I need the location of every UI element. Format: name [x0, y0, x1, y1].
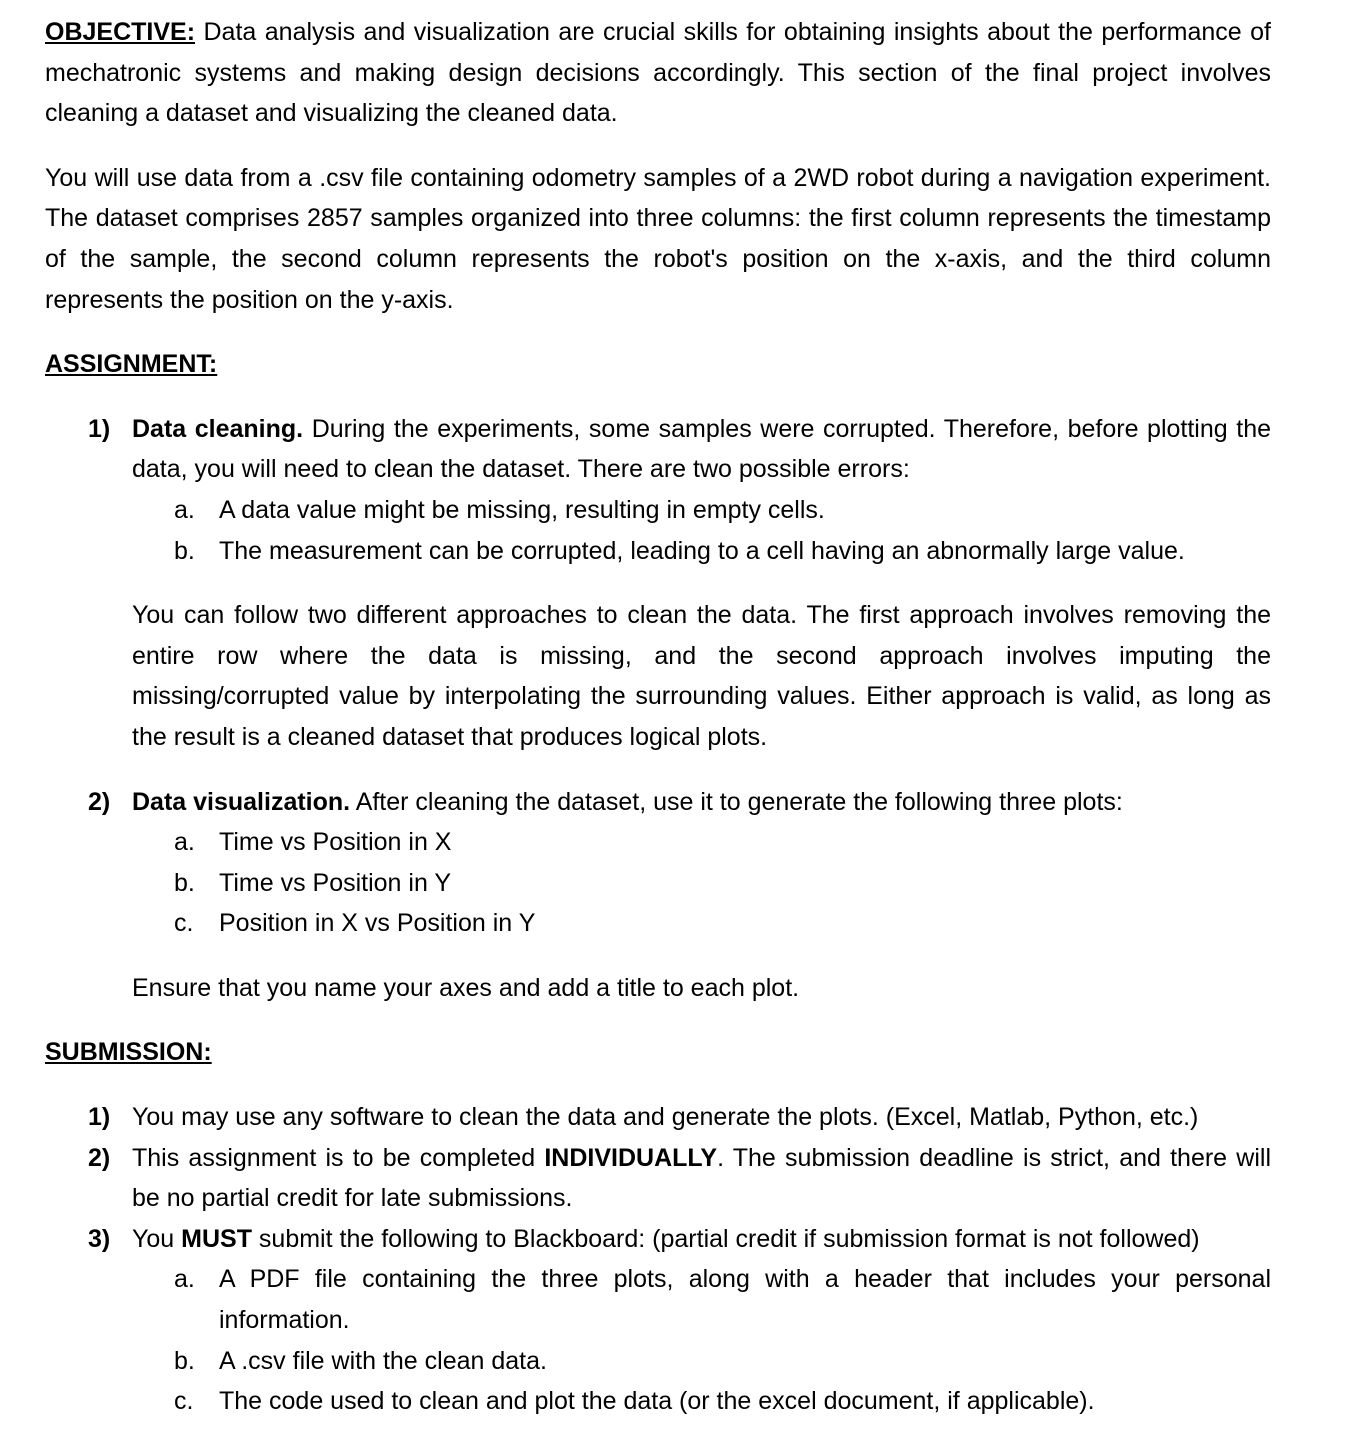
list-number: 2): [88, 787, 111, 816]
document-page: [45, 12, 1271, 1422]
assignment-list: [45, 409, 1271, 490]
submission-item-software: [45, 1097, 1271, 1138]
list-item: [45, 822, 1271, 863]
list-item-text: Position in X vs Position in Y: [219, 909, 536, 938]
list-item-text: This assignment is to be completed INDIVIDUALLY. The submission deadline is strict, and there will be no partial credit for late submissions.: [132, 1143, 1271, 1213]
list-item-text: A data value might be missing, resulting in empty cells.: [219, 495, 825, 524]
objective-text: Data analysis and visualization are crucial skills for obtaining insights about the performance of mechatronic systems and making design decisions accordingly. This section of the final project involves cleaning a dataset and visualizing the cleaned data.: [45, 18, 1271, 128]
list-item: [45, 1381, 1271, 1422]
list-item: [45, 1341, 1271, 1382]
list-item-text: Time vs Position in X: [219, 828, 452, 857]
submission-heading: SUBMISSION:: [45, 1038, 212, 1067]
list-item: [45, 903, 1271, 944]
item-title: Data visualization.: [132, 787, 351, 816]
list-number: 1): [88, 1103, 111, 1132]
list-item-text: Time vs Position in Y: [219, 868, 452, 897]
list-number: 1): [88, 414, 111, 443]
submission-item-blackboard: [45, 1219, 1271, 1260]
list-number: 3): [88, 1224, 111, 1253]
assignment-item-data-cleaning: [45, 409, 1271, 490]
list-marker: c.: [174, 909, 194, 938]
list-item-text: You may use any software to clean the data and generate the plots. (Excel, Matlab, Python, etc.): [132, 1103, 1199, 1132]
list-marker: b.: [174, 536, 195, 565]
list-marker: a.: [174, 1265, 195, 1294]
objective-paragraph: [45, 12, 1271, 134]
list-item: [45, 1259, 1271, 1340]
objective-heading: OBJECTIVE:: [45, 18, 196, 46]
list-item-text: Data visualization. After cleaning the dataset, use it to generate the following three plots:: [132, 787, 1123, 816]
list-item-text: The measurement can be corrupted, leading to a cell having an abnormally large value.: [219, 536, 1185, 565]
list-item: [45, 531, 1271, 572]
item-title: Data cleaning.: [132, 414, 304, 443]
approaches-paragraph: You can follow two different approaches to clean the data. The first approach involves removing the entire row where the data is missing, and the second approach involves imputing the missing/corrupted value by interpolating the surrounding values. Either approach is valid, as long as the result is a cleaned dataset that produces logical plots.: [132, 601, 1271, 751]
list-item-text: The code used to clean and plot the data (or the excel document, if applicable).: [219, 1387, 1095, 1416]
list-marker: c.: [174, 1387, 194, 1416]
list-item-text: A .csv file with the clean data.: [219, 1346, 547, 1375]
list-number: 2): [88, 1143, 111, 1172]
submission-item-individual: [45, 1138, 1271, 1219]
list-item-text: Data cleaning. During the experiments, some samples were corrupted. Therefore, before plotting the data, you will need to clean the dataset. There are two possible errors:: [132, 414, 1271, 484]
intro-paragraph: You will use data from a .csv file containing odometry samples of a 2WD robot during a navigation experiment. The dataset comprises 2857 samples organized into three columns: the first column represents the timestamp of the sample, the second column represents the robot's position on the x-axis, and the third column represents the position on the y-axis.: [45, 163, 1271, 314]
assignment-heading: ASSIGNMENT:: [45, 350, 218, 379]
list-marker: a.: [174, 495, 195, 524]
list-marker: a.: [174, 828, 195, 857]
list-marker: b.: [174, 1346, 195, 1375]
list-item-text: A PDF file containing the three plots, along with a header that includes your personal information.: [219, 1265, 1271, 1335]
plot-note: Ensure that you name your axes and add a title to each plot.: [132, 973, 800, 1002]
list-marker: b.: [174, 868, 195, 897]
list-item-text: You MUST submit the following to Blackboard: (partial credit if submission format is not followed): [132, 1224, 1200, 1253]
assignment-list-2: [45, 782, 1271, 823]
assignment-item-data-visualization: [45, 782, 1271, 823]
list-item: [45, 863, 1271, 904]
list-item: [45, 490, 1271, 531]
